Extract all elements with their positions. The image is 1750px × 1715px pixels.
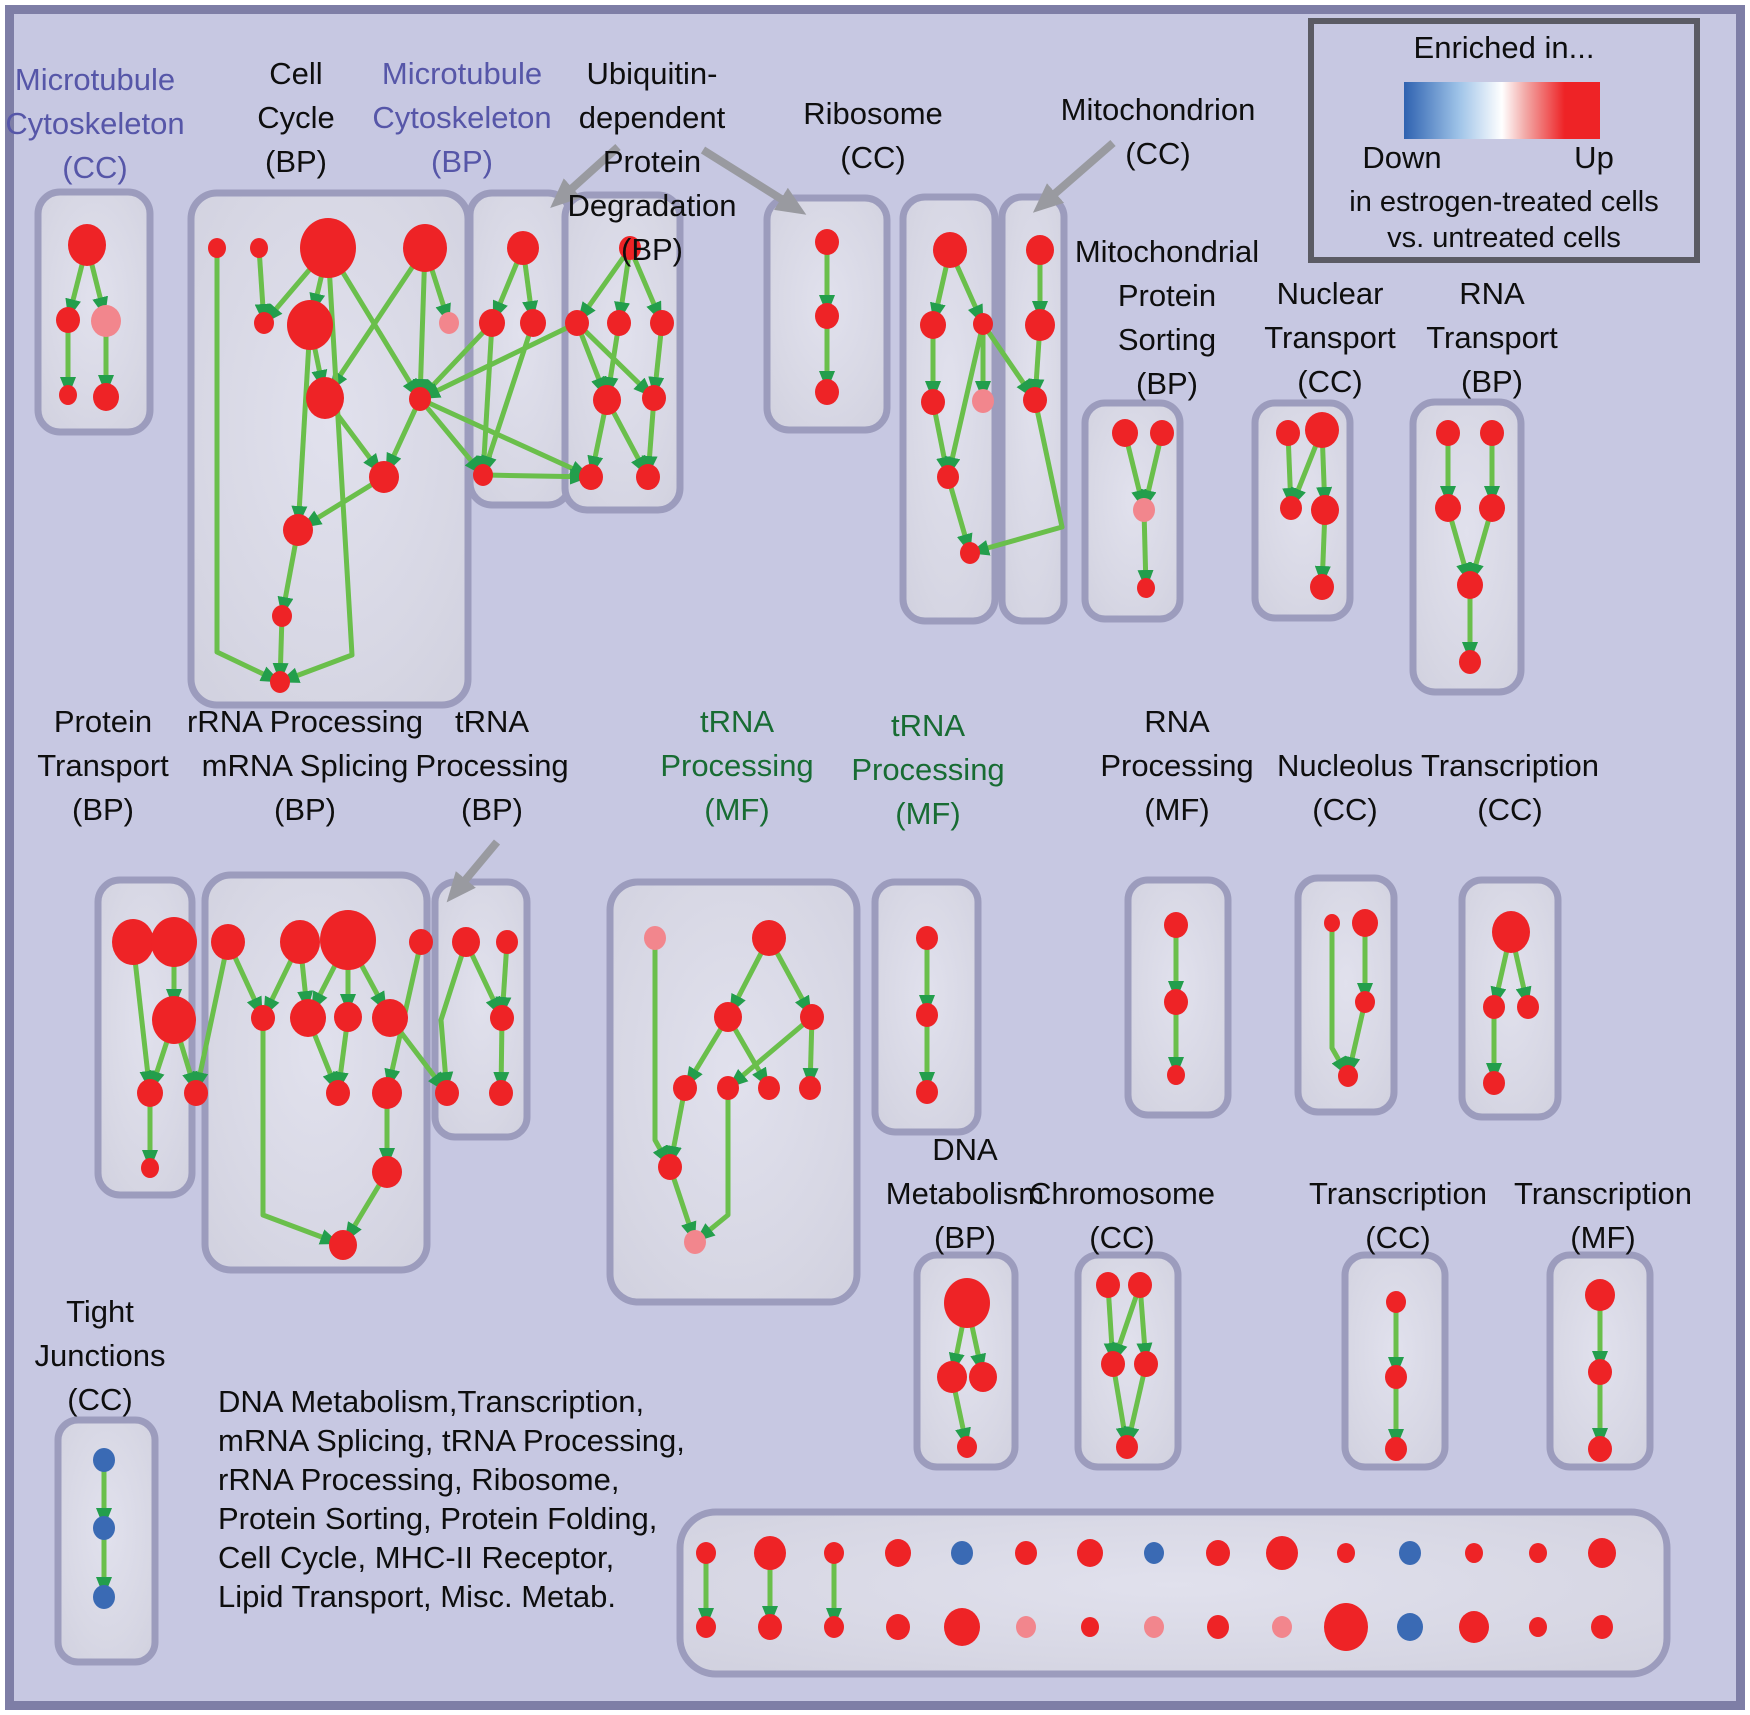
cluster-label-line: rRNA Processing [186,704,424,739]
go-term-node-pink [972,389,994,413]
go-term-node-red [1483,1071,1505,1095]
cluster-label-line: (BP) [1136,366,1198,401]
go-term-node-red [921,389,945,415]
go-term-node-red [1280,496,1302,520]
go-term-node-red [272,605,292,627]
go-term-node-red [1355,991,1375,1013]
go-term-node-red [642,385,666,411]
go-term-node-red [579,464,603,490]
cluster-label-line: Ribosome [803,96,943,131]
cluster-label-line: RNA [1459,276,1525,311]
cluster-label-dna-metabolism-bp [886,1128,1045,1260]
go-term-node-blue [951,1541,973,1565]
go-term-node-red [56,307,80,333]
cluster-label-mito-protein-sorting-bp [1075,230,1259,406]
cluster-label-line: Transport [1426,320,1558,355]
edge-arrow [1144,520,1145,573]
go-term-node-red [208,238,226,258]
cluster-label-line: (CC) [840,140,906,175]
go-term-node-red [1324,1603,1368,1651]
go-term-node-red [473,464,493,486]
cluster-label-line: (CC) [1477,792,1543,827]
go-term-node-red [1311,495,1339,525]
go-term-node-red [1517,995,1539,1019]
go-term-node-red [326,1080,350,1106]
go-term-node-red [1025,309,1055,341]
go-term-node-red [1305,412,1339,448]
go-term-node-red [815,303,839,329]
go-term-node-red [306,377,344,419]
go-term-node-red [1591,1615,1613,1639]
go-term-node-red [752,920,786,956]
go-term-node-red [824,1542,844,1564]
go-term-node-blue [93,1448,115,1472]
cluster-label-microtubule-cc [5,58,184,190]
cluster-label-transcription-cc-mid [1421,744,1599,832]
go-term-node-red [565,310,589,336]
go-term-node-red [211,924,245,960]
go-term-node-red [334,1002,362,1032]
go-term-node-red [1116,1435,1138,1459]
go-term-node-red [937,465,959,489]
cluster-label-line: Cytoskeleton [5,106,185,141]
go-term-node-red [1585,1279,1615,1311]
cluster-label-line: (CC) [1297,364,1363,399]
go-term-node-red [1436,420,1460,446]
edge-arrow [302,961,305,994]
go-term-node-red [673,1075,697,1101]
go-term-node-red [1435,494,1461,522]
go-term-node-red [696,1542,716,1564]
cluster-label-line: (BP) [934,1220,996,1255]
go-term-node-red [1150,420,1174,446]
footer-line: mRNA Splicing, tRNA Processing, [218,1423,685,1458]
go-term-node-red [1207,1615,1229,1639]
cluster-label-nucleolus-cc [1277,744,1413,832]
go-term-node-pink [684,1230,706,1254]
cluster-label-line: (MF) [895,796,961,831]
go-term-node-red [1164,989,1188,1015]
go-term-node-red [1276,420,1300,446]
edge-arrow [1323,523,1325,569]
go-term-node-pink [1144,1616,1164,1638]
go-term-node-red [815,229,839,255]
go-term-node-red [1206,1540,1230,1566]
cluster-label-mitochondrion-cc [1061,88,1256,176]
go-term-node-red [1167,1065,1185,1085]
go-term-node-red [973,313,993,335]
go-term-node-red [1459,1611,1489,1643]
go-term-node-red [969,1362,997,1392]
edge-arrow [1288,444,1290,491]
cluster-label-line: Junctions [34,1338,166,1373]
cluster-label-line: Transport [1264,320,1396,355]
go-term-node-red [1465,1543,1483,1563]
cluster-label-line: Processing [415,748,569,783]
cluster-label-line: Ubiquitin- [586,56,718,91]
go-term-node-pink [1016,1616,1036,1638]
go-term-node-red [800,1004,824,1030]
cluster-label-line: Transport [37,748,169,783]
cluster-label-protein-transport-bp [37,700,169,832]
go-term-node-red [1529,1543,1547,1563]
go-term-node-red [496,930,518,954]
go-term-node-red [636,464,660,490]
footer-line: Protein Sorting, Protein Folding, [218,1501,658,1536]
cluster-label-line: (BP) [431,144,493,179]
go-term-node-red [920,311,946,339]
go-term-node-red [141,1158,159,1178]
cluster-label-microtubule-bp [372,52,551,184]
go-term-node-red [886,1614,910,1640]
go-term-node-red [1588,1436,1612,1462]
go-term-node-blue [1399,1541,1421,1565]
go-term-node-red [435,1080,459,1106]
go-term-node-red [1483,995,1505,1019]
cluster-label-line: Sorting [1117,322,1217,357]
go-term-node-red [520,309,546,337]
cluster-label-line: (BP) [621,232,683,267]
go-term-node-red [403,224,447,272]
edge-arrow [280,625,281,666]
edge-arrow [1323,446,1325,490]
go-term-node-red [916,926,938,950]
go-term-node-red [290,999,326,1037]
go-term-node-red [758,1076,780,1100]
cluster-label-line: Processing [660,748,814,783]
go-term-node-red [1459,650,1481,674]
cluster-label-line: (CC) [1365,1220,1431,1255]
go-term-node-red [696,1616,716,1638]
go-term-node-red [254,312,274,334]
legend-up-label: Up [1574,140,1614,175]
edge-arrow [260,256,263,307]
go-term-node-red [758,1614,782,1640]
cluster-label-line: (CC) [1312,792,1378,827]
go-term-node-red [372,999,408,1037]
cluster-label-line: Transcription [1308,1176,1488,1211]
cluster-label-line: (BP) [460,792,523,827]
go-term-node-pink [439,312,459,334]
cluster-label-line: Tight [66,1294,134,1329]
cluster-label-line: Cell [269,56,323,91]
cluster-label-line: Chromosome [1028,1176,1216,1211]
go-term-node-red [1128,1272,1152,1298]
go-term-node-red [59,385,77,405]
cluster-label-line: Degradation [567,188,737,223]
cluster-label-line: (CC) [1125,136,1191,171]
go-term-node-red [607,310,631,336]
go-term-node-red [1529,1617,1547,1637]
go-term-node-red [717,1076,739,1100]
cluster-label-line: tRNA [890,708,966,743]
footer-cluster-list [218,1382,685,1616]
go-term-node-red [1101,1351,1125,1377]
footer-line: Lipid Transport, Misc. Metab. [218,1579,616,1614]
cluster-label-line: Processing [1100,748,1254,783]
go-term-node-red [1337,1543,1355,1563]
go-term-node-pink [1133,498,1155,522]
go-term-node-red [1137,578,1155,598]
go-term-node-red [251,1005,275,1031]
cluster-label-line: Protein [53,704,153,739]
cluster-label-line: (BP) [264,144,327,179]
go-term-node-red [372,1156,402,1188]
legend-title: Enriched in... [1413,30,1595,65]
cluster-label-line: Nuclear [1276,276,1384,311]
cluster-label-rna-transport-bp [1426,272,1558,404]
go-term-node-red [489,1080,513,1106]
cluster-label-trna-processing-mf-1 [660,700,813,832]
cluster-label-line: Microtubule [14,62,176,97]
cluster-label-ubiquitin-bp [568,52,737,272]
go-term-node-red [944,1278,990,1328]
go-term-node-red [799,1076,821,1100]
cluster-label-line: (CC) [1089,1220,1155,1255]
go-term-node-red [137,1079,163,1107]
cluster-label-cell-cycle-bp [257,52,335,184]
go-term-node-red [68,224,106,266]
cluster-label-line: (MF) [1570,1220,1636,1255]
footer-line: Cell Cycle, MHC-II Receptor, [218,1540,615,1575]
legend-subtitle-line1: in estrogen-treated cells [1349,186,1659,218]
label-pointer-arrow [462,842,497,884]
go-term-node-red [93,383,119,411]
cluster-label-line: Cytoskeleton [372,100,552,135]
go-term-node-red [1386,1291,1406,1313]
go-term-node-blue [93,1585,115,1609]
go-term-node-red [593,385,621,415]
go-term-node-red [490,1005,514,1031]
legend-gradient-bar [1404,82,1600,139]
cluster-label-line: Microtubule [381,56,543,91]
cluster-label-line: Mitochondrial [1074,234,1260,269]
cluster-label-line: (CC) [67,1382,133,1417]
cluster-box-transcription-cc-bot [1345,1255,1445,1467]
cluster-label-line: DNA [932,1132,998,1167]
cluster-label-rna-processing-mf [1100,700,1253,832]
go-term-node-red [1164,912,1188,938]
cluster-label-line: tRNA [454,704,530,739]
go-term-node-red [1352,909,1378,937]
edge-arrow [503,952,506,1000]
go-term-node-red [1081,1617,1099,1637]
go-term-node-blue [1397,1613,1423,1641]
go-term-node-red [1096,1272,1120,1298]
go-term-node-red [320,910,376,970]
go-term-node-red [815,379,839,405]
go-term-node-red [824,1616,844,1638]
edge-arrow [501,1029,502,1075]
go-term-node-red [479,309,505,337]
go-term-node-red [916,1080,938,1104]
go-term-node-red [916,1003,938,1027]
go-term-node-red [960,542,980,564]
cluster-box-rna-transport-bp [1413,402,1521,692]
go-term-node-red [1324,914,1340,932]
cluster-box-misc-wide [680,1512,1667,1674]
go-term-node-red [1266,1536,1298,1570]
go-term-node-red [1457,571,1483,599]
go-term-node-pink [91,305,121,337]
legend-down-label: Down [1362,140,1442,175]
cluster-label-chromosome-cc [1029,1172,1215,1260]
go-term-node-red [372,1077,402,1109]
go-term-node-red [937,1361,967,1393]
footer-line: rRNA Processing, Ribosome, [218,1462,620,1497]
cluster-label-line: (MF) [704,792,770,827]
go-term-node-red [957,1436,977,1458]
go-term-node-red [287,300,333,350]
go-term-node-red [658,1154,682,1180]
go-term-node-red [1015,1541,1037,1565]
go-term-node-red [1479,494,1505,522]
go-term-node-blue [93,1516,115,1540]
cluster-label-trna-processing-bp [415,700,568,832]
go-term-node-red [283,514,313,546]
cluster-label-transcription-mf-bot [1514,1172,1692,1260]
cluster-label-line: (CC) [62,150,128,185]
cluster-label-line: Transcription [1420,748,1600,783]
go-term-node-red [714,1002,742,1032]
go-term-node-red [944,1608,980,1646]
go-term-node-blue [1144,1542,1164,1564]
go-term-node-red [1134,1351,1158,1377]
edge-arrow [810,1028,811,1071]
go-term-node-red [1480,420,1504,446]
go-term-node-red [1026,235,1054,265]
go-term-node-pink [644,926,666,950]
edge-arrow [1109,1296,1112,1346]
go-term-node-red [1112,419,1138,447]
go-term-node-red [1077,1539,1103,1567]
go-term-node-red [300,218,356,278]
cluster-label-trna-processing-mf-2 [851,704,1004,836]
go-term-node-red [1385,1365,1407,1389]
go-term-node-red [409,387,431,411]
cluster-label-line: dependent [578,100,726,135]
go-term-node-red [112,919,154,965]
legend-box [1308,18,1700,263]
cluster-label-line: Protein [602,144,702,179]
cluster-label-line: mRNA Splicing [201,748,409,783]
go-term-node-red [933,232,967,268]
go-term-node-red [250,238,268,258]
cluster-label-ribosome-cc [803,92,943,180]
go-term-node-red [184,1080,208,1106]
cluster-label-tight-junctions-cc [35,1290,166,1422]
go-term-node-red [409,929,433,955]
go-term-node-red [1310,574,1334,600]
go-term-node-red [1338,1065,1358,1087]
cluster-label-line: Mitochondrion [1060,92,1256,127]
cluster-label-line: Nucleolus [1276,748,1414,783]
go-term-node-red [152,996,196,1044]
cluster-label-transcription-cc-bot [1309,1172,1487,1260]
cluster-label-line: (BP) [71,792,134,827]
go-term-node-red [1588,1538,1616,1568]
edge-arrow [1036,339,1039,382]
go-term-node-red [650,310,674,336]
cluster-label-line: Protein [1117,278,1217,313]
cluster-label-line: RNA [1144,704,1210,739]
go-term-node-red [369,461,399,493]
cluster-label-line: Processing [851,752,1005,787]
go-term-node-red [1492,911,1530,953]
cluster-label-line: (BP) [1460,364,1523,399]
go-term-node-red [507,231,539,265]
cluster-label-nuclear-transport-cc [1264,272,1396,404]
cluster-label-line: (MF) [1144,792,1210,827]
edge-arrow [492,475,573,477]
go-term-node-red [280,920,320,964]
go-term-node-pink [1272,1616,1292,1638]
go-term-node-red [754,1536,786,1570]
cluster-label-line: tRNA [699,704,775,739]
go-term-node-red [1023,387,1047,413]
cluster-label-line: Cycle [257,100,335,135]
legend-subtitle-line2: vs. untreated cells [1387,222,1621,254]
go-term-node-red [885,1539,911,1567]
cluster-label-line: Metabolism [885,1176,1045,1211]
cluster-label-line: (BP) [274,792,336,827]
go-term-node-red [452,927,480,957]
go-term-node-red [329,1230,357,1260]
footer-line: DNA Metabolism,Transcription, [218,1384,645,1419]
go-term-node-red [1588,1359,1612,1385]
cluster-label-line: Transcription [1513,1176,1693,1211]
cluster-label-rrna-mrna-bp [187,700,423,832]
go-term-node-red [270,671,290,693]
go-term-node-red [1385,1437,1407,1461]
go-term-node-red [151,917,197,967]
